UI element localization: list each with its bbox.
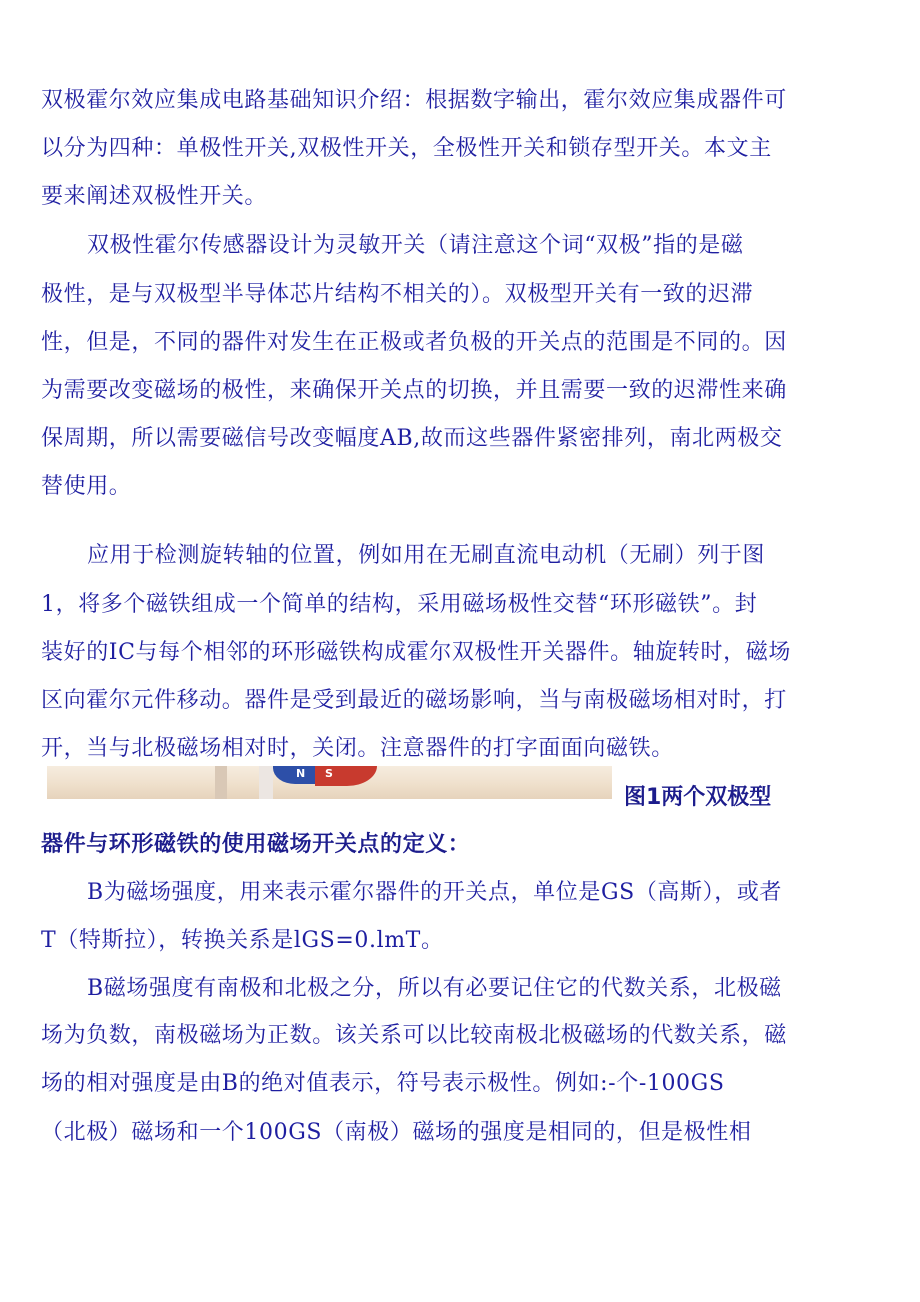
bipolar-line-5: 保周期，所以需要磁信号改变幅度AB,故而这些器件紧密排列，南北两极交 bbox=[41, 426, 783, 451]
figure-label-s: S bbox=[325, 767, 333, 780]
bipolar-line-1: 双极性霍尔传感器设计为灵敏开关（请注意这个词“双极”指的是磁 bbox=[87, 233, 744, 258]
application-line-1: 应用于检测旋转轴的位置，例如用在无刷直流电动机（无刷）列于图 bbox=[87, 543, 766, 568]
figure-shaft bbox=[215, 766, 227, 799]
figure-hall-sensor bbox=[259, 766, 273, 799]
intro-line-3: 要来阐述双极性开关。 bbox=[41, 184, 268, 209]
bipolar-line-4: 为需要改变磁场的极性，来确保开关点的切换，并且需要一致的迟滞性来确 bbox=[41, 378, 787, 403]
polarity-line-4: （北极）磁场和一个100GS（南极）磁场的强度是相同的，但是极性相 bbox=[41, 1120, 752, 1145]
figure-magnet-north bbox=[273, 766, 315, 784]
intro-line-2: 以分为四种：单极性开关,双极性开关，全极性开关和锁存型开关。本文主 bbox=[41, 136, 772, 161]
application-line-3: 装好的IC与每个相邻的环形磁铁构成霍尔双极性开关器件。轴旋转时，磁场 bbox=[41, 640, 791, 665]
field-line-1: B为磁场强度，用来表示霍尔器件的开关点，单位是GS（高斯），或者 bbox=[87, 880, 783, 905]
intro-line-1: 双极霍尔效应集成电路基础知识介绍：根据数字输出，霍尔效应集成器件可 bbox=[41, 88, 787, 113]
bipolar-line-6: 替使用。 bbox=[41, 474, 132, 499]
polarity-line-3: 场的相对强度是由B的绝对值表示，符号表示极性。例如:-个-100GS bbox=[41, 1071, 725, 1096]
polarity-line-2: 场为负数，南极磁场为正数。该关系可以比较南极北极磁场的代数关系，磁 bbox=[41, 1023, 787, 1048]
field-line-2: T（特斯拉），转换关系是lGS=0.lmT。 bbox=[41, 928, 444, 953]
application-line-2: 1，将多个磁铁组成一个简单的结构，采用磁场极性交替“环形磁铁”。封 bbox=[41, 592, 758, 617]
figure-caption-part-1: 图1两个双极型 bbox=[624, 785, 772, 810]
bipolar-line-2: 极性，是与双极型半导体芯片结构不相关的）。双极型开关有一致的迟滞 bbox=[41, 282, 754, 307]
figure-label-n: N bbox=[296, 767, 306, 780]
application-line-4: 区向霍尔元件移动。器件是受到最近的磁场影响，当与南极磁场相对时，打 bbox=[41, 688, 787, 713]
polarity-line-1: B磁场强度有南极和北极之分，所以有必要记住它的代数关系，北极磁 bbox=[87, 976, 782, 1001]
bipolar-line-3: 性，但是，不同的器件对发生在正极或者负极的开关点的范围是不同的。因 bbox=[41, 330, 787, 355]
figure-caption-part-2: 器件与环形磁铁的使用磁场开关点的定义： bbox=[41, 832, 471, 857]
figure-ring-magnet-image bbox=[47, 766, 612, 799]
application-line-5: 开，当与北极磁场相对时，关闭。注意器件的打字面面向磁铁。 bbox=[41, 736, 674, 761]
